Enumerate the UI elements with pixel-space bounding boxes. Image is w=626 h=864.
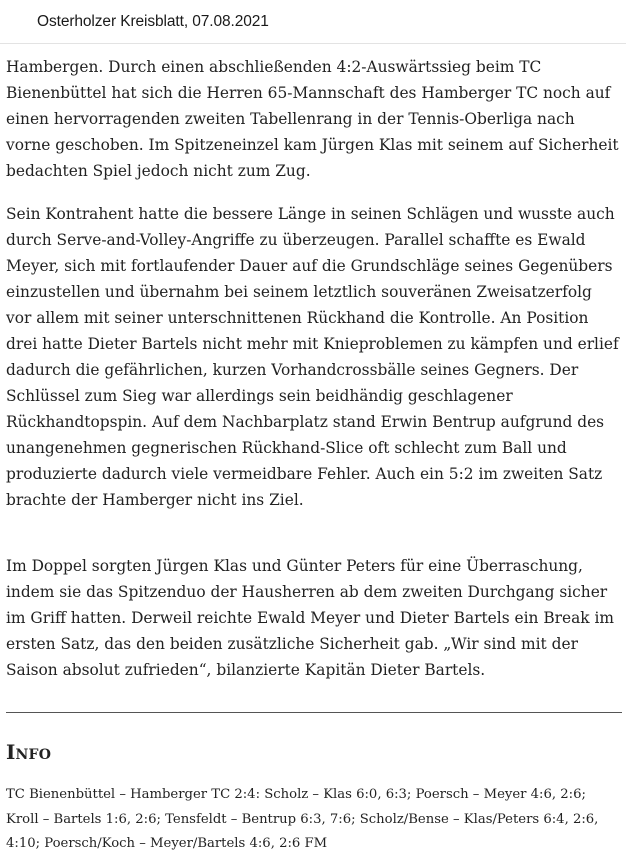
section-divider	[6, 712, 622, 713]
info-heading: Info	[6, 740, 52, 764]
source-line: Osterholzer Kreisblatt, 07.08.2021	[37, 13, 269, 30]
article-paragraph: Im Doppel sorgten Jürgen Klas und Günter Peters für eine Überraschung, indem sie das Spitzenduo der Hausherren ab dem zweiten Durchgang sicher im Griff hatten. Derweil reichte Ewald Meyer und Dieter Bartels ein Break im ersten Satz, das den beiden zusätzliche Sicherheit gab. „Wir sind mit der Saison absolut zufrieden“, bilanzierte Kapitän Dieter Bartels.	[6, 557, 615, 679]
article-body	[6, 54, 622, 683]
article-paragraph: Hambergen. Durch einen abschließenden 4:2-Auswärtssieg beim TC Bienenbüttel hat sich die Herren 65-Mannschaft des Hamberger TC noch auf einen hervorragenden zweiten Tabellenrang in der Tennis-Oberliga nach vorne geschoben. Im Spitzeneinzel kam Jürgen Klas mit seinem auf Sicherheit bedachten Spiel jedoch nicht zum Zug.	[6, 58, 619, 180]
source-header	[0, 0, 626, 44]
info-results: TC Bienenbüttel – Hamberger TC 2:4: Scholz – Klas 6:0, 6:3; Poersch – Meyer 4:6, 2:6; Kroll – Bartels 1:6, 2:6; Tensfeldt – Bentrup 6:3, 7:6; Scholz/Bense – Klas/Peters 6:4, 2:6, 4:10; Poersch/Koch – Meyer/Bartels 4:6, 2:6 FM	[6, 787, 599, 851]
article-paragraph: Sein Kontrahent hatte die bessere Länge in seinen Schlägen und wusste auch durch Serve-and-Volley-Angriffe zu überzeugen. Parallel schaffte es Ewald Meyer, sich mit fortlaufender Dauer auf die Grundschläge seines Gegenübers einzustellen und übernahm bei seinem letztlich souveränen Zweisatzerfolg vor allem mit seiner unterschnittenen Rückhand die Kontrolle. An Position drei hatte Dieter Bartels nicht mehr mit Knieproblemen zu kämpfen und erlief dadurch die gefährlichen, kurzen Vorhandcrossbälle seines Gegners. Der Schlüssel zum Sieg war allerdings sein beidhändig geschlagener Rückhandtopspin. Auf dem Nachbarplatz stand Erwin Bentrup aufgrund des unangenehmen gegnerischen Rückhand-Slice oft schlecht zum Ball und produzierte dadurch viele vermeidbare Fehler. Auch ein 5:2 im zweiten Satz brachte der Hamberger nicht ins Ziel.	[6, 205, 619, 509]
